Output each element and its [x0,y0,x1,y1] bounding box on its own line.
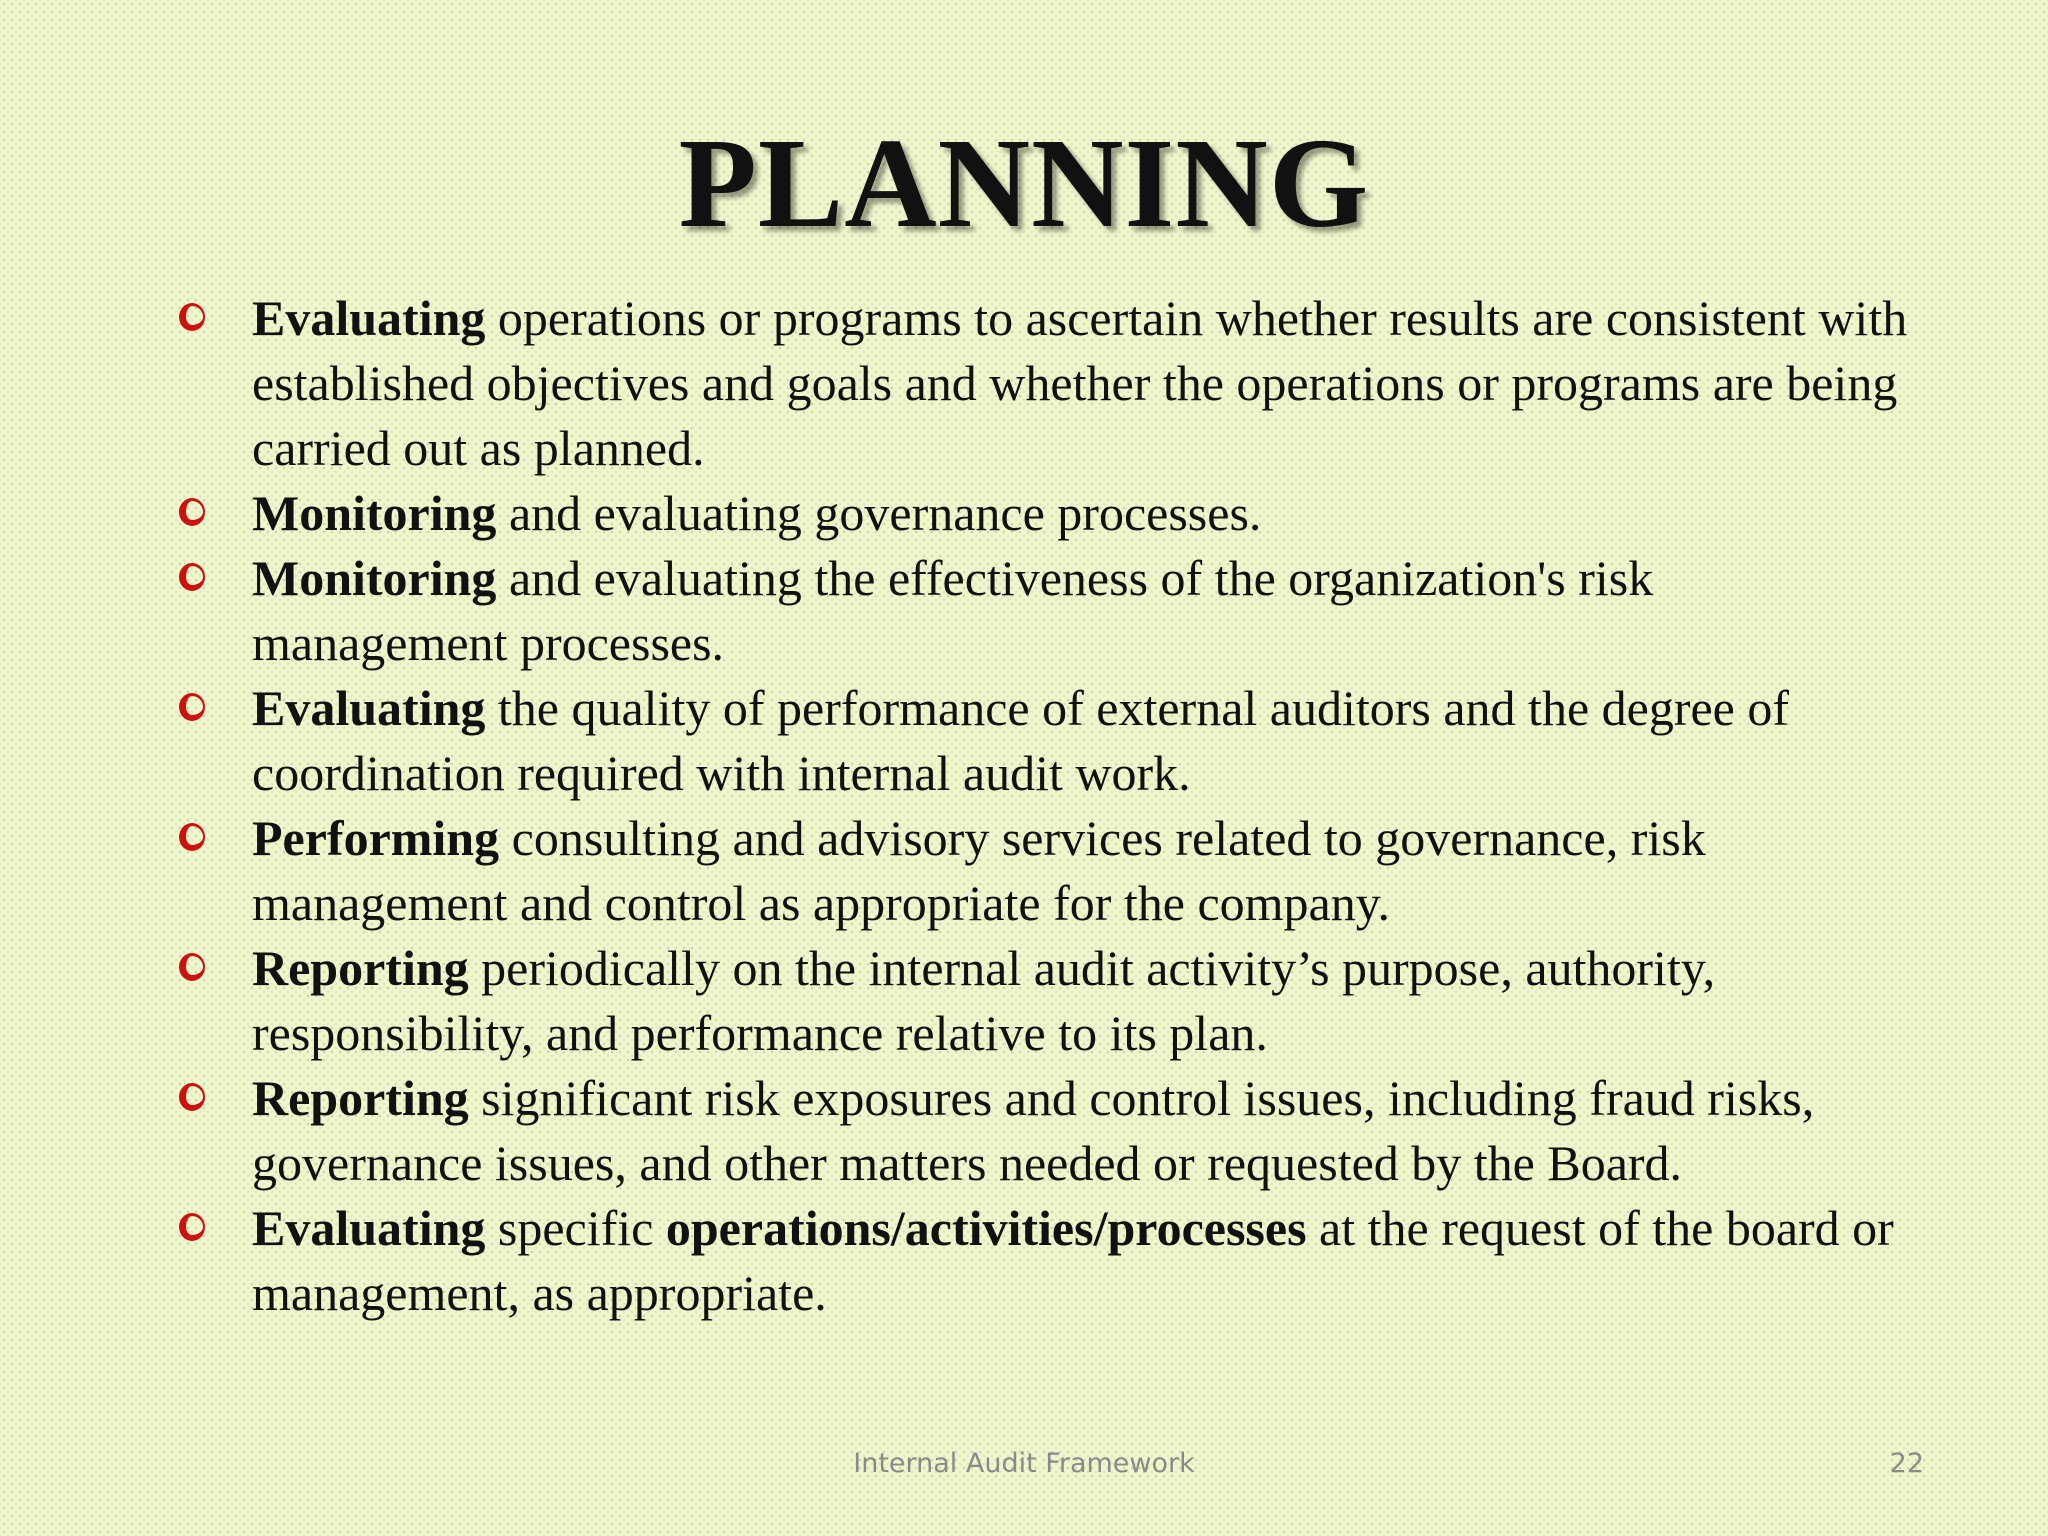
bullet-item [0,806,2048,936]
bullet-lead: Evaluating [252,680,486,736]
bullet-text: consulting and advisory services related to governance, risk management and control as appropriate for the company. [252,810,1706,931]
bullet-emphasis: operations/activities/processes [665,1200,1307,1256]
bullet-text: specific [485,1200,666,1256]
ring-bullet-icon [179,498,205,526]
bullet-text: periodically on the internal audit activity’s purpose, authority, responsibility, and performance relative to its plan. [252,940,1716,1061]
bullet-text: operations or programs to ascertain whether results are consistent with established objectives and goals and whether the operations or programs are being carried out as planned. [252,290,1908,476]
bullet-item [0,676,2048,806]
bullet-list [0,286,2048,1326]
bullet-lead: Evaluating [252,1200,486,1256]
bullet-text: the quality of performance of external auditors and the degree of coordination required with internal audit work. [252,680,1790,801]
bullet-lead: Reporting [252,940,469,996]
bullet-item [0,1066,2048,1196]
ring-bullet-icon [179,563,205,591]
ring-bullet-icon [179,303,205,331]
bullet-lead: Monitoring [252,485,497,541]
page-number: 22 [1889,1448,1924,1479]
ring-bullet-icon [179,1213,205,1241]
slide-title: PLANNING [678,112,1370,254]
bullet-item [0,1196,2048,1326]
ring-bullet-icon [179,693,205,721]
ring-bullet-icon [179,953,205,981]
bullet-text: and evaluating governance processes. [496,485,1262,541]
bullet-item [0,286,2048,481]
ring-bullet-icon [179,1083,205,1111]
bullet-lead: Performing [252,810,500,866]
bullet-item [0,546,2048,676]
bullet-lead: Monitoring [252,550,497,606]
bullet-lead: Reporting [252,1070,469,1126]
bullet-item [0,936,2048,1066]
bullet-tail: at the request of the board or management, as appropriate. [252,1200,1894,1321]
bullet-item [0,481,2048,546]
bullet-text: and evaluating the effectiveness of the organization's risk management processes. [252,550,1654,671]
ring-bullet-icon [179,823,205,851]
bullet-text: significant risk exposures and control issues, including fraud risks, governance issues, and other matters needed or requested by the Board. [252,1070,1815,1191]
footer-text: Internal Audit Framework [853,1448,1195,1479]
bullet-lead: Evaluating [252,290,486,346]
